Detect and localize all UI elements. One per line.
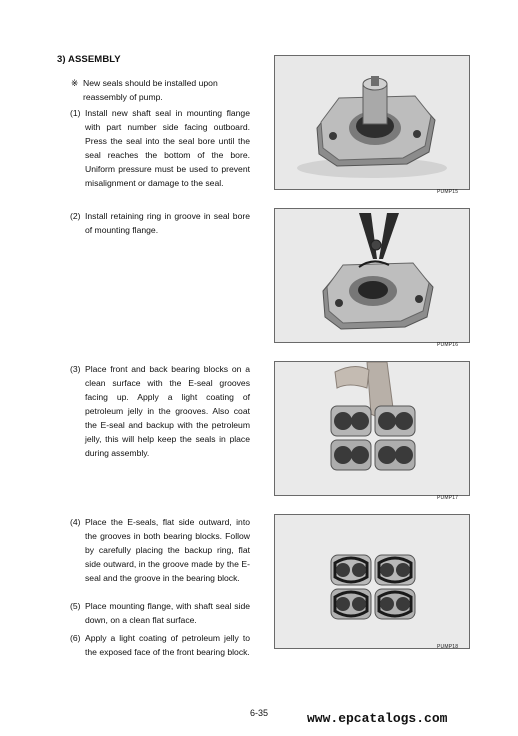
- step-text: Place front and back bearing blocks on a clean surface with the E-seal grooves facing up. Apply a light coating of petroleum jelly in the grooves. Also coat the E-seal and backup with the petroleum jelly, this will help keep the seals in place during assembly.: [85, 364, 250, 458]
- step-6: [70, 631, 250, 659]
- step-text: Install retaining ring in groove in seal bore of mounting flange.: [85, 211, 250, 235]
- step-text: Apply a light coating of petroleum jelly to the exposed face of the front bearing block.: [85, 633, 250, 657]
- figure-caption: PUMP18: [437, 644, 459, 650]
- photo-bearing-blocks: [274, 361, 470, 496]
- figure-caption: PUMP16: [437, 342, 459, 348]
- section-heading: 3) ASSEMBLY: [57, 54, 121, 65]
- step-number: (5): [70, 601, 81, 611]
- website-watermark: www.epcatalogs.com: [307, 711, 448, 726]
- assembly-note: [71, 76, 251, 104]
- step-1: [70, 106, 250, 190]
- page-number: 6-35: [250, 708, 269, 718]
- step-text: Place mounting flange, with shaft seal side down, on a clean flat surface.: [85, 601, 250, 625]
- note-bullet-icon: ※: [71, 78, 79, 88]
- step-text: Install new shaft seal in mounting flange with part number side facing outboard. Press the seal into the seal bore until the seal reaches the bottom of the bore. Uniform pressure must be used to prevent misalignment or damage to the seal.: [85, 108, 250, 188]
- photo-retaining-ring: [274, 208, 470, 343]
- step-number: (4): [70, 517, 81, 527]
- note-text: New seals should be installed upon reassembly of pump.: [83, 78, 218, 102]
- step-number: (3): [70, 364, 81, 374]
- step-3: [70, 362, 250, 460]
- photo-mounting-flange-seal: [274, 55, 470, 190]
- photo-e-seals: [274, 514, 470, 649]
- step-2: [70, 209, 250, 237]
- step-4: [70, 515, 250, 585]
- step-number: (2): [70, 211, 81, 221]
- step-5: [70, 599, 250, 627]
- step-number: (1): [70, 108, 81, 118]
- step-text: Place the E-seals, flat side outward, into the grooves in both bearing blocks. Follow by carefully placing the backup ring, flat side outward, in the groove made by the E-seal and the groove in the bearing block.: [85, 517, 250, 583]
- figure-caption: PUMP15: [437, 189, 459, 195]
- figure-caption: PUMP17: [437, 495, 459, 501]
- step-number: (6): [70, 633, 81, 643]
